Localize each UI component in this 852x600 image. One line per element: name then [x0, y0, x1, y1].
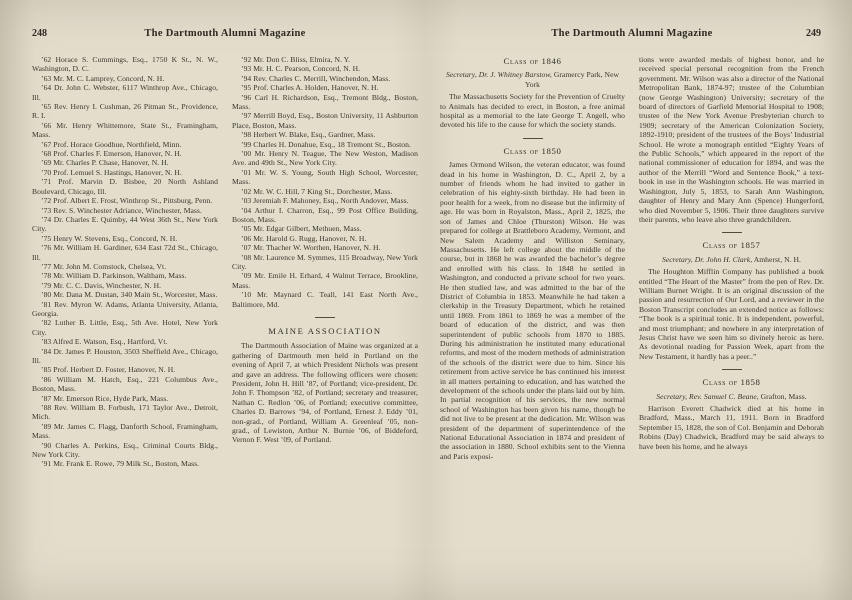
secretary-address: Grafton, Mass.	[760, 391, 807, 401]
directory-entry: ’72 Prof. Albert E. Frost, Winthrop St., Pittsburg, Penn.	[41, 196, 213, 206]
directory-entry: ’90 Charles A. Perkins, Esq., Criminal Courts Bldg., New York City.	[32, 440, 218, 460]
directory-entry: ’77 Mr. John M. Comstock, Chelsea, Vt.	[41, 261, 167, 271]
page-number-left: 248	[32, 28, 47, 39]
directory-entry: ’81 Rev. Myron W. Adams, Atlanta University, Atlanta, Georgia.	[32, 299, 218, 318]
magazine-title-right: The Dartmouth Alumni Magazine	[551, 28, 713, 39]
page-number-right: 249	[806, 28, 821, 39]
directory-entry: ’09 Mr. Emile H. Erhard, 4 Walnut Terrace, Brookline, Mass.	[232, 271, 418, 290]
directory-entry: ’71 Prof. Marvin D. Bisbee, 20 North Ashland Boulevard, Chicago, Ill.	[32, 177, 218, 196]
page-249-columns	[440, 55, 824, 461]
directory-entry: ’63 Mr. M. C. Lamprey, Concord, N. H.	[41, 73, 165, 83]
directory-entry: ’70 Prof. Lemuel S. Hastings, Hanover, N. H.	[41, 167, 182, 177]
directory-entry: ’76 Mr. William H. Gardiner, 634 East 72d St., Chicago, Ill.	[32, 243, 218, 262]
class-1850-body-part2: tions were awarded medals of highest honor, and he received special personal recognition from the French government. Mr. Wilson was also a director of the National Metropolitan Bank, 1874-97; trustee of the Columbian (now George Washington) University; secretary of the board of directors of Garfield Memorial Hospital to 1908; trustee of the New York Avenue Presbyterian church to 1909; secretary of the American Colonization Society, 1892-1910; president of the trustees of the Boys’ Industrial School. He wrote a monograph entitled “Eighty Years of the Public Schools,” which appeared in the report of the national commissioner of education for 1894, and was the author of the Merrill “Word and Sentence Book,” a text-book in use in the Washington schools. He was married in Washington, July 5, 1853, to Sarah Ann Washington, daughter of Henry and Mary Ann (Spence) Hungerford, who died November 5, 1906. Their three daughters survive their parents, who leave also three grandchildren.	[639, 55, 824, 224]
page-248-header	[32, 28, 418, 46]
directory-entry: ’83 Alfred E. Watson, Esq., Hartford, Vt.	[41, 337, 168, 347]
class-notes-column-1	[440, 55, 625, 461]
directory-entry: ’02 Mr. W. C. Hill, 7 King St., Dorchester, Mass.	[241, 186, 393, 196]
maine-association-body: The Dartmouth Association of Maine was organized at a gathering of Dartmouth men held in Portland on the evening of April 7, at which President Nichols was present and gave an address. The following officers were chosen: President, John H. Hill ’87, of Portland; vice-president, Dr. John F. Thompson ’82, of Portland; secretary and treasurer, Nathan C. Redlon ’06, of Portland; executive committee, Charles D. Barrows ’94, of Portland, Ernest J. Eddy ’01, non-grad., of Portland, William A. Greenleaf ’05, non-grad., of Lewiston, Arthur N. Burnie ’06, of Biddeford, Vernon F. West ’09, of Portland.	[232, 341, 418, 445]
directory-entry: ’69 Mr. Charles P. Chase, Hanover, N. H.	[41, 158, 169, 168]
page-248-columns	[32, 55, 418, 469]
page-249-header	[440, 28, 824, 46]
class-1857-secretary	[639, 255, 824, 264]
directory-entry: ’84 Dr. James P. Houston, 3503 Sheffield Ave., Chicago, Ill.	[32, 346, 218, 365]
directory-entry: ’99 Charles H. Donahue, Esq., 18 Tremont St., Boston.	[241, 139, 411, 149]
class-1857-heading: Class of 1857	[702, 240, 761, 251]
class-1846-secretary	[440, 70, 625, 89]
directory-entry: ’06 Mr. Harold G. Rugg, Hanover, N. H.	[241, 233, 367, 243]
magazine-title-left: The Dartmouth Alumni Magazine	[144, 28, 306, 39]
directory-entry: ’73 Rev. S. Winchester Adriance, Winchester, Mass.	[41, 205, 202, 215]
secretary-name: Secretary, Dr. John H. Clark,	[661, 254, 753, 264]
directory-entry: ’85 Prof. Herbert D. Foster, Hanover, N. H.	[41, 365, 176, 375]
class-1858-secretary	[639, 392, 824, 401]
directory-entry: ’82 Luther B. Little, Esq., 5th Ave. Hotel, New York City.	[32, 318, 218, 337]
directory-entry: ’68 Prof. Charles F. Emerson, Hanover, N. H.	[41, 149, 182, 159]
class-1850-heading: Class of 1850	[503, 145, 562, 156]
directory-column-1	[32, 55, 218, 469]
directory-column-2	[232, 55, 418, 469]
directory-entry: ’93 Mr. H. C. Pearson, Concord, N. H.	[241, 64, 361, 74]
directory-entry: ’64 Dr. John C. Webster, 6117 Winthrop Ave., Chicago, Ill.	[32, 83, 218, 102]
directory-entries-continued	[232, 55, 418, 309]
secretary-address: Amherst, N. H.	[753, 254, 801, 264]
directory-entry: ’79 Mr. C. C. Davis, Winchester, N. H.	[41, 280, 162, 290]
class-notes-column-2	[639, 55, 824, 461]
directory-entry: ’87 Mr. Emerson Rice, Hyde Park, Mass.	[41, 393, 169, 403]
section-divider	[523, 138, 543, 139]
directory-entry: ’75 Henry W. Stevens, Esq., Concord, N. H.	[41, 233, 178, 243]
directory-entry: ’98 Herbert W. Blake, Esq., Gardner, Mass.	[241, 130, 376, 140]
directory-entry: ’04 Arthur I. Charron, Esq., 99 Post Office Building, Boston, Mass.	[232, 205, 418, 224]
directory-entry: ’08 Mr. Laurence M. Symmes, 115 Broadway, New York City.	[232, 252, 418, 271]
directory-entry: ’94 Rev. Charles C. Merrill, Winchendon, Mass.	[241, 73, 391, 83]
directory-entry: ’80 Mr. Dana M. Dustan, 340 Main St., Worcester, Mass.	[41, 290, 218, 300]
directory-entry: ’01 Mr. W. S. Young, South High School, Worcester, Mass.	[232, 167, 418, 187]
directory-entry: ’97 Merrill Boyd, Esq., Boston University, 11 Ashburton Place, Boston, Mass.	[232, 111, 418, 130]
directory-entry: ’07 Mr. Thacher W. Worthen, Hanover, N. H.	[241, 243, 381, 253]
class-1858-heading: Class of 1858	[702, 377, 761, 388]
directory-entry: ’03 Jeremiah F. Mahoney, Esq., North Andover, Mass.	[241, 196, 409, 206]
directory-entry: ’91 Mr. Frank E. Rowe, 79 Milk St., Boston, Mass.	[41, 459, 200, 469]
directory-entry: ’92 Mr. Don C. Bliss, Elmira, N. Y.	[241, 55, 351, 64]
secretary-name: Secretary, Rev. Samuel C. Beane,	[656, 391, 759, 401]
directory-entry: ’88 Rev. William B. Forbush, 171 Taylor Ave., Detroit, Mich.	[32, 403, 218, 422]
directory-entry: ’78 Mr. William D. Parkinson, Waltham, Mass.	[41, 271, 187, 281]
section-divider	[722, 369, 742, 370]
class-1850-body-part1: James Ormond Wilson, the veteran educator, was found dead in his home in Washington, D. C., April 2, by a number of friends whom he had invited to gather in celebration of his eighty-sixth birthday. He had been in poor health for a week, from no disease but the infirmity of age. He was born in Royalston, Mass., April 2, 1825, the son of James and Chloe (Thurston) Wilson. He was prepared for college at Brattleboro Academy, Vermont, and New Salem Academy and Williston Seminary, Massachusetts. He left college about the middle of the course, but in 1868 he was awarded the bachelor’s degree and enrolled with his class. In 1848 he settled in Washington, and conducted a private school for two years. He then studied law, and was admitted to the bar of the District of Columbia in 1853. Meanwhile he had taken a clerkship in the Treasury Department, which he retained until 1869. From 1861 to 1869 he was a member of the board of education of the district, and was then superintendent of public schools from 1870 to 1885. During his administration he instituted many educational reforms, and most of the modern methods of administration of the schools of the district were due to him. Since his retirement from active service he has continued his interest in all matters pertaining to education, and has watched the development of the schools under the plans laid out by him. In partial recognition of his services, the new normal school of Washington has been given his name, though he did not live to be present at the dedication. Mr. Wilson was president of the department of superintendence of the National Educational Association in 1874 and president of the association in 1880. School exhibits sent to the Vienna and Paris exposi-	[440, 160, 625, 461]
class-1846-heading: Class of 1846	[503, 56, 562, 66]
class-1846-body: The Massachusetts Society for the Prevention of Cruelty to Animals has decided to erect, in Boston, a free animal hospital as a memorial to the late George T. Angell, who devoted his life to the cause for which the society stands.	[440, 92, 625, 130]
page-249-text-block	[440, 28, 824, 461]
directory-entry: ’96 Carl H. Richardson, Esq., Tremont Bldg., Boston, Mass.	[232, 92, 418, 112]
secretary-name: Secretary, Dr. J. Whitney Barstow,	[445, 70, 552, 80]
directory-entry: ’62 Horace S. Cummings, Esq., 1750 K St., N. W., Washington, D. C.	[32, 55, 218, 74]
directory-entry: ’10 Mr. Maynard C. Teall, 141 East North Ave., Baltimore, Md.	[232, 290, 418, 309]
class-1858-body: Harrison Everett Chadwick died at his home in Bradford, Mass., March 11, 1911. Born in Bradford September 15, 1828, the son of Col. Benjamin and Deborah Robins (Day) Chadwick, Bradford may be said always to have been his home, and he always	[639, 404, 824, 451]
directory-entry: ’05 Mr. Edgar Gilbert, Methuen, Mass.	[241, 224, 362, 234]
page-248-text-block	[32, 28, 418, 469]
directory-entry: ’65 Rev. Henry I. Cushman, 26 Pitman St., Providence, R. I.	[32, 102, 218, 121]
section-divider	[722, 232, 742, 233]
directory-entry: ’89 Mr. James C. Flagg, Danforth School, Framingham, Mass.	[32, 421, 218, 441]
directory-entry: ’00 Mr. Henry N. Teague, The New Weston, Madison Ave. and 49th St., New York City.	[232, 149, 418, 168]
secretary-address: Gramercy Park, New York	[524, 70, 620, 89]
section-divider	[315, 317, 335, 318]
page-249	[426, 0, 852, 600]
directory-entry: ’95 Prof. Charles A. Holden, Hanover, N. H.	[241, 83, 379, 93]
directory-entry: ’74 Dr. Charles E. Quimby, 44 West 36th St., New York City.	[32, 214, 218, 234]
directory-entry: ’86 William M. Hatch, Esq., 221 Columbus Ave., Boston, Mass.	[32, 374, 218, 394]
maine-association-heading: MAINE ASSOCIATION	[268, 325, 382, 336]
class-1857-body: The Houghton Mifflin Company has published a book entitled “The Heart of the Master” from the pen of Rev. Dr. William Burnet Wright. It is an original discussion of the passion and resurrection of Our Lord, and a reviewer in the Boston Transcript concludes an extended notice as follows: “The book is a spiritual tonic. It is independent, powerful, and most triumphant; and nowhere in any interpretation of Jesus Christ have we seen him so divinely heroic as here. As devotional reading for Passion Week, apart from the New Testament, it hardly has a peer..”	[639, 267, 824, 361]
directory-entry: ’66 Mr. Henry Whittemore, State St., Framingham, Mass.	[32, 120, 218, 140]
directory-entry: ’67 Prof. Horace Goodhue, Northfield, Minn.	[41, 139, 182, 149]
